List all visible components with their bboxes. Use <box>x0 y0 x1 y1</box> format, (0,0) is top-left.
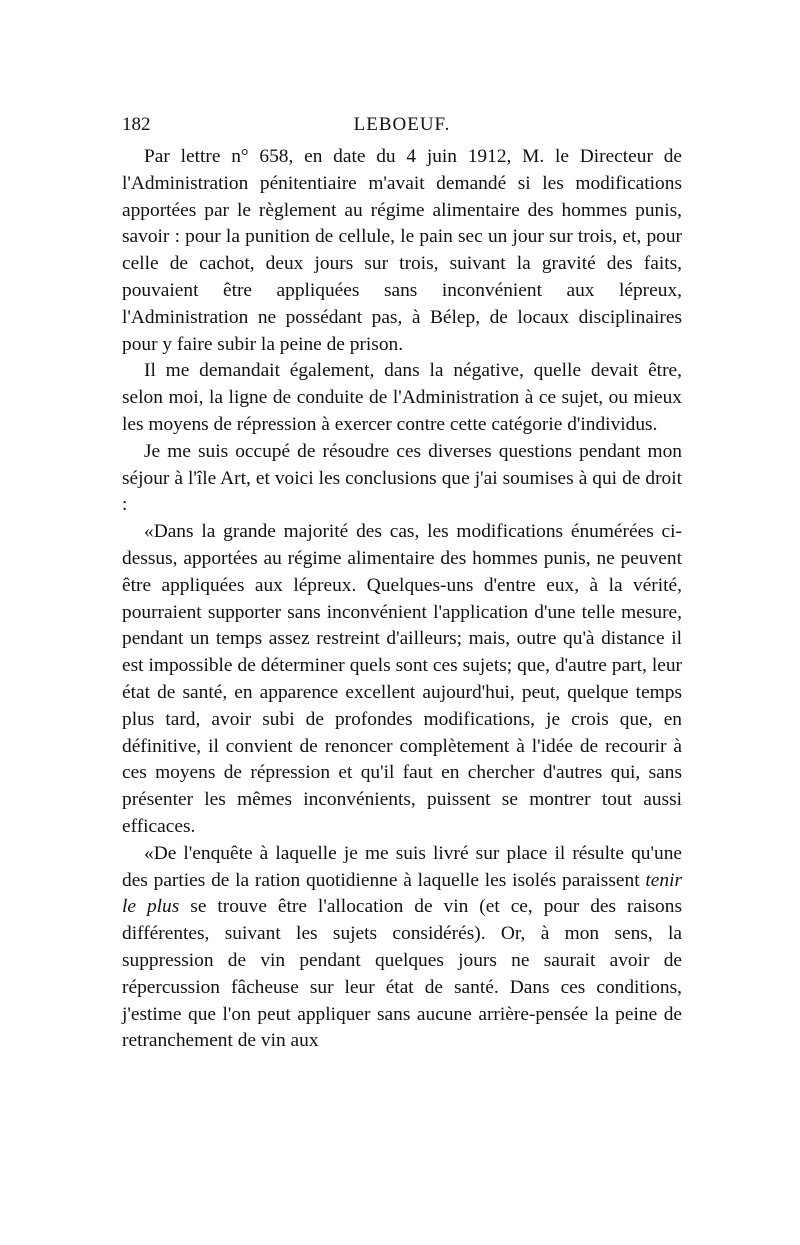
running-head <box>122 114 682 138</box>
italic-phrase: tenir le plus <box>122 869 682 918</box>
paragraph-wine-allocation <box>122 841 682 1055</box>
paragraph-investigation: Je me suis occupé de résoudre ces diverses questions pendant mon séjour à l'île Art, et voici les conclusions que j'ai soumises à qui de droit : <box>122 440 682 516</box>
running-title: LEBOEUF. <box>353 114 451 135</box>
body-text <box>122 144 682 1055</box>
page-number: 182 <box>122 114 151 135</box>
paragraph-conclusions-quote: «Dans la grande majorité des cas, les modifications énumérées ci-dessus, apportées au régime alimentaire des hommes punis, ne peuvent être appliquées aux lépreux. Quelques-uns d'entre eux, à la vérité, pourraient supporter sans inconvénient l'application d'une telle mesure, pendant un temps assez restreint d'ailleurs; mais, outre qu'à distance il est impossible de déterminer quels sont ces sujets; que, d'autre part, leur état de santé, en apparence excellent aujourd'hui, peut, quelque temps plus tard, avoir subi de profondes modifications, je crois que, en définitive, il convient de renoncer complètement à l'idée de recourir à ces moyens de répression et qu'il faut en chercher d'autres qui, sans présenter les mêmes inconvénients, puissent se montrer tout aussi efficaces. <box>122 521 682 837</box>
paragraph-negative-case: Il me demandait également, dans la négative, quelle devait être, selon moi, la ligne de conduite de l'Administration à ce sujet, ou mieux les moyens de répression à exercer contre cette catégorie d'individus. <box>122 360 682 435</box>
wine-text-start: «De l'enquête à laquelle je me suis livré sur place il résulte qu'une des parties de la ration quotidienne à laquelle les isolés paraissent <box>122 842 682 891</box>
paragraph-letter-request: Par lettre n° 658, en date du 4 juin 1912, M. le Directeur de l'Administration pénitentiaire m'avait demandé si les modifications apportées par le règlement au régime alimentaire des hommes punis, savoir : pour la punition de cellule, le pain sec un jour sur trois, et, pour celle de cachot, deux jours sur trois, suivant la gravité des faits, pouvaient être appliquées sans inconvénient aux lépreux, l'Administration ne possédant pas, à Bélep, de locaux disciplinaires pour y faire subir la peine de prison. <box>122 146 682 355</box>
wine-text-end: se trouve être l'allocation de vin (et ce, pour des raisons différentes, suivant les sujets considérés). Or, à mon sens, la suppression de vin pendant quelques jours ne saurait avoir de répercussion fâcheuse sur leur état de santé. Dans ces conditions, j'estime que l'on peut appliquer sans aucune arrière-pensée la peine de retranchement de vin aux <box>122 896 682 1052</box>
